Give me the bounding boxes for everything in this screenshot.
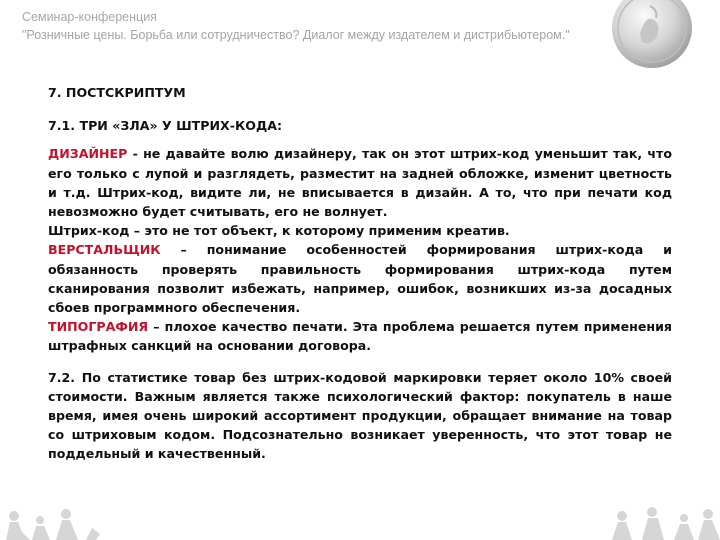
designer-text: - не давайте волю дизайнеру, так он этот штрих-код уменьшит так, что его только с лупой и разглядеть, разместит на задней обложке, изменит цветность и т.д. Штрих-код, видите ли, не вписывается в дизайн. А то, что при печати код невозможно будет считывать, его не волнует. xyxy=(48,146,672,220)
event-subtitle: Семинар-конференция xyxy=(22,10,157,24)
statistics-paragraph: 7.2. По статистике товар без штрих-кодовой маркировки теряет около 10% своей стоимости. Важным является также психологический фактор: покупатель в наше время, имея очень широкий ассортимент продукции, обращает внимание на товар со штриховым кодом. Подсознательно возникает уверенность, что этот товар не поддельный и качественный. xyxy=(48,369,672,462)
slide-content xyxy=(48,83,672,464)
printing-label: ТИПОГРАФИЯ xyxy=(48,319,149,335)
layout-designer-text: – понимание особенностей формирования штрих-кода и обязанность проверять правильность формирования штрих-кода путем сканирования позволит избежать, например, ошибок, возникших из-за досадных сбоев программного обеспечения. xyxy=(48,242,672,316)
barcode-note: Штрих-код – это не тот объект, к которому применим креатив. xyxy=(48,223,510,239)
coin-icon xyxy=(610,0,694,70)
designer-paragraph xyxy=(48,144,672,221)
section-title: 7. ПОСТСКРИПТУМ xyxy=(48,85,186,100)
subsection-title: 7.1. ТРИ «ЗЛА» У ШТРИХ-КОДА: xyxy=(48,118,282,134)
designer-label: ДИЗАЙНЕР xyxy=(48,146,128,162)
paragraph-gap xyxy=(48,356,672,368)
people-silhouettes-icon xyxy=(0,504,720,540)
printing-paragraph xyxy=(48,317,672,355)
event-title: "Розничные цены. Борьба или сотрудничество? Диалог между издателем и дистрибьютером." xyxy=(22,28,570,42)
layout-designer-paragraph xyxy=(48,240,672,317)
slide-header xyxy=(0,0,720,52)
printing-text: – плохое качество печати. Эта проблема решается путем применения штрафных санкций на основании договора. xyxy=(48,319,672,354)
layout-designer-label: ВЕРСТАЛЬЩИК xyxy=(48,242,161,258)
